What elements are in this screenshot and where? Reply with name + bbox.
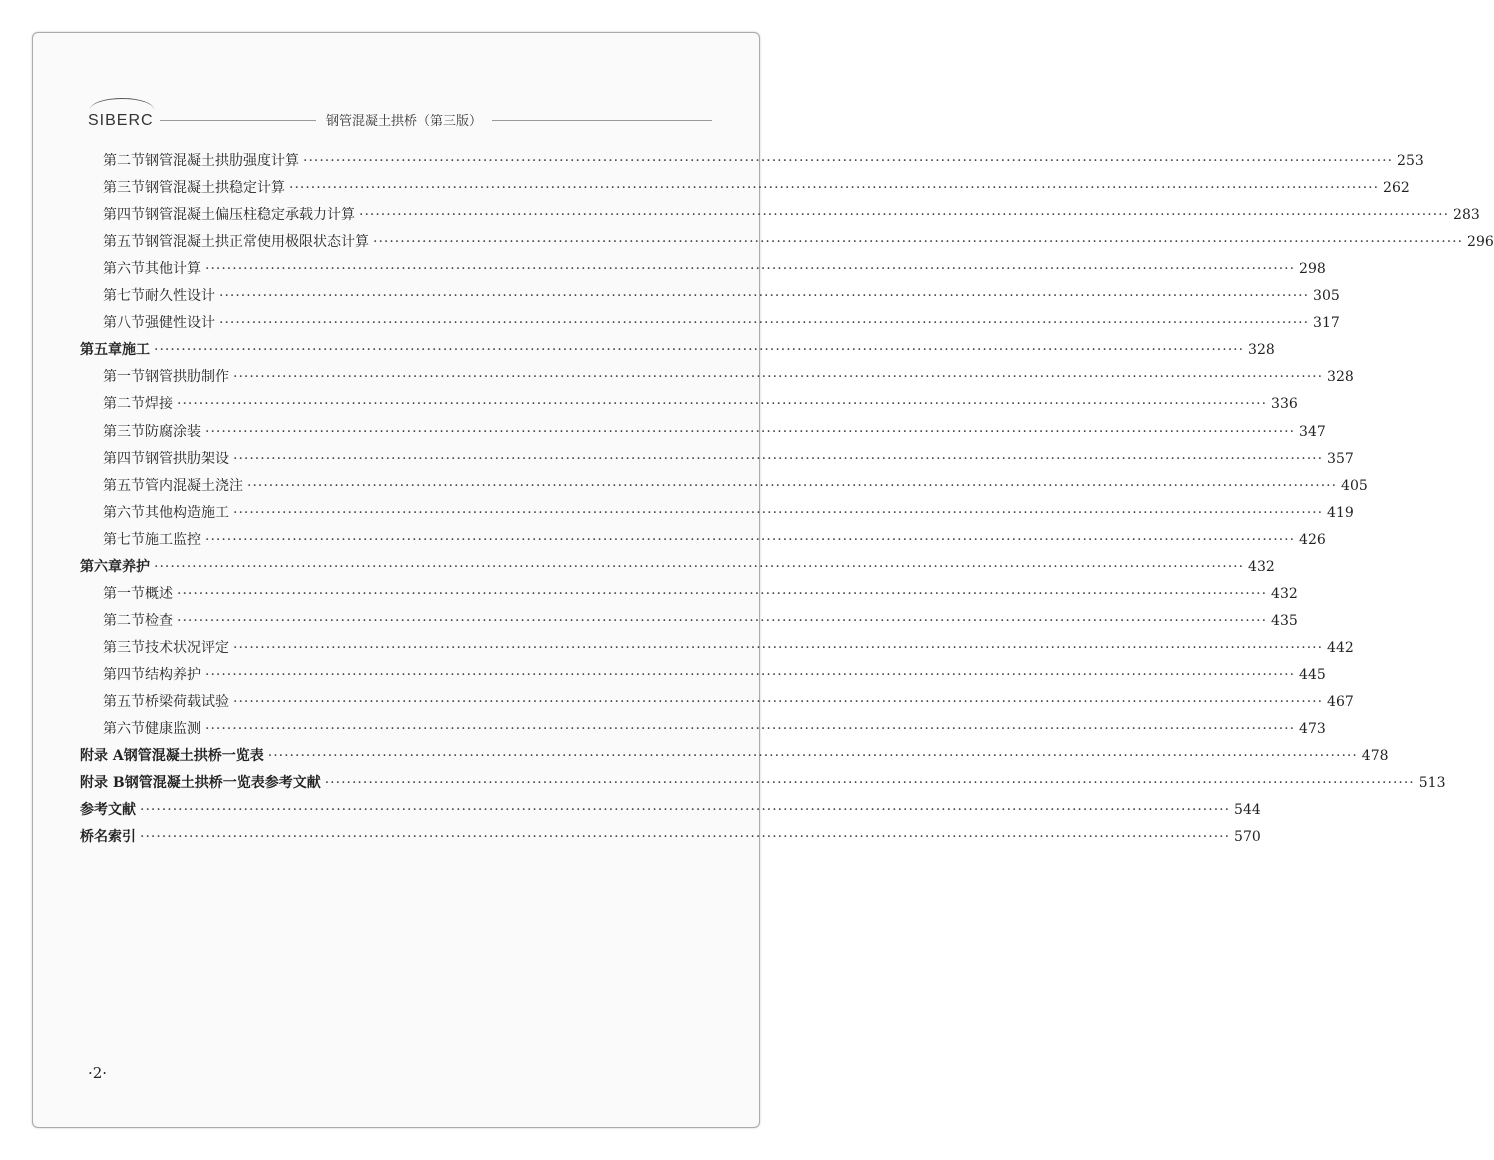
toc-section-entry bbox=[103, 502, 1354, 529]
dot-leader: ········································································································································································································ bbox=[205, 666, 1296, 683]
entry-page-number: 570 bbox=[1234, 829, 1261, 846]
dot-leader: ········································································································································································································ bbox=[233, 639, 1324, 656]
dot-leader: ········································································································································································································ bbox=[140, 829, 1231, 846]
entry-label: 附录 B bbox=[80, 775, 125, 792]
entry-page-number: 473 bbox=[1299, 721, 1326, 738]
dot-leader: ········································································································································································································ bbox=[177, 585, 1268, 602]
entry-title: 桥梁荷载试验 bbox=[145, 694, 229, 710]
toc-section-entry bbox=[103, 691, 1354, 718]
entry-page-number: 298 bbox=[1299, 261, 1326, 278]
entry-title: 钢管混凝土偏压柱稳定承载力计算 bbox=[145, 207, 355, 224]
entry-page-number: 445 bbox=[1299, 666, 1326, 683]
dot-leader: ········································································································································································································ bbox=[233, 369, 1324, 386]
entry-title: 管内混凝土浇注 bbox=[145, 477, 243, 494]
toc-chapter-entry bbox=[80, 826, 1261, 853]
entry-label: 第一节 bbox=[103, 369, 145, 386]
entry-label: 第七节 bbox=[103, 531, 145, 548]
dot-leader: ········································································································································································································ bbox=[247, 477, 1338, 494]
entry-title: 钢管混凝土拱桥一览表参考文献 bbox=[124, 775, 321, 792]
entry-page-number: 544 bbox=[1234, 802, 1261, 819]
toc-section-entry bbox=[103, 258, 1326, 285]
header-rule-left bbox=[160, 120, 316, 121]
dot-leader: ········································································································································································································ bbox=[177, 612, 1268, 629]
entry-page-number: 405 bbox=[1341, 477, 1368, 494]
entry-label: 第六章 bbox=[80, 558, 122, 575]
page-number: ·2· bbox=[88, 1064, 108, 1082]
entry-title: 其他构造施工 bbox=[145, 504, 229, 521]
toc-section-entry bbox=[103, 421, 1326, 448]
toc-section-entry bbox=[103, 475, 1368, 502]
entry-page-number: 262 bbox=[1383, 180, 1410, 197]
entry-title: 施工监控 bbox=[145, 531, 201, 548]
entry-page-number: 347 bbox=[1299, 423, 1326, 440]
toc-section-entry bbox=[103, 583, 1298, 610]
entry-page-number: 317 bbox=[1313, 315, 1340, 332]
toc-section-entry bbox=[103, 393, 1298, 420]
toc-section-entry bbox=[103, 312, 1340, 339]
dot-leader: ········································································································································································································ bbox=[205, 423, 1296, 440]
dot-leader: ········································································································································································································ bbox=[219, 315, 1310, 332]
entry-label: 第二节 bbox=[103, 612, 145, 629]
entry-page-number: 432 bbox=[1271, 585, 1298, 602]
running-header-title: 钢管混凝土拱桥（第三版） bbox=[326, 114, 483, 129]
dot-leader: ········································································································································································································ bbox=[233, 450, 1324, 467]
entry-title: 钢管混凝土拱正常使用极限状态计算 bbox=[145, 234, 369, 251]
toc-section-entry bbox=[103, 285, 1340, 312]
entry-title: 防腐涂装 bbox=[145, 423, 201, 440]
toc-section-entry bbox=[103, 610, 1298, 637]
entry-page-number: 435 bbox=[1271, 612, 1298, 629]
dot-leader: ········································································································································································································ bbox=[219, 288, 1310, 305]
entry-page-number: 328 bbox=[1248, 342, 1275, 359]
entry-label: 第六节 bbox=[103, 504, 145, 521]
entry-title: 耐久性设计 bbox=[145, 288, 215, 305]
toc-section-entry bbox=[103, 231, 1494, 258]
entry-title: 其他计算 bbox=[145, 261, 201, 278]
entry-page-number: 419 bbox=[1327, 504, 1354, 521]
toc-chapter-entry bbox=[80, 556, 1275, 583]
dot-leader: ········································································································································································································ bbox=[154, 558, 1245, 575]
entry-title: 技术状况评定 bbox=[145, 639, 229, 656]
toc-section-entry bbox=[103, 366, 1354, 393]
toc-section-entry bbox=[103, 529, 1326, 556]
dot-leader: ········································································································································································································ bbox=[177, 396, 1268, 413]
entry-title: 钢管拱肋架设 bbox=[145, 450, 229, 467]
dot-leader: ········································································································································································································ bbox=[140, 802, 1231, 819]
dot-leader: ········································································································································································································ bbox=[267, 748, 1358, 765]
dot-leader: ········································································································································································································ bbox=[359, 207, 1450, 224]
entry-label: 第二节 bbox=[103, 153, 145, 169]
toc-section-entry bbox=[103, 448, 1354, 475]
dot-leader: ········································································································································································································ bbox=[324, 775, 1415, 792]
dot-leader: ········································································································································································································ bbox=[205, 721, 1296, 738]
entry-label: 第三节 bbox=[103, 423, 145, 440]
toc-chapter-entry bbox=[80, 772, 1446, 799]
entry-page-number: 513 bbox=[1418, 775, 1446, 792]
header-rule-right bbox=[492, 120, 712, 121]
entry-page-number: 442 bbox=[1327, 639, 1354, 656]
entry-title: 钢管混凝土拱桥一览表 bbox=[123, 748, 264, 765]
entry-label: 第六节 bbox=[103, 721, 145, 738]
entry-label: 第八节 bbox=[103, 315, 145, 332]
entry-label: 第六节 bbox=[103, 261, 145, 278]
dot-leader: ········································································································································································································ bbox=[303, 153, 1394, 169]
entry-title: 钢管混凝土拱肋强度计算 bbox=[145, 153, 299, 169]
entry-title: 健康监测 bbox=[145, 721, 201, 738]
entry-label: 第四节 bbox=[103, 207, 145, 224]
entry-title: 参考文献 bbox=[80, 802, 136, 819]
entry-label: 第四节 bbox=[103, 450, 145, 467]
dot-leader: ········································································································································································································ bbox=[154, 342, 1245, 359]
toc-section-entry bbox=[103, 718, 1326, 745]
entry-page-number: 426 bbox=[1299, 531, 1326, 548]
entry-page-number: 336 bbox=[1271, 396, 1298, 413]
entry-label: 第一节 bbox=[103, 585, 145, 602]
entry-page-number: 478 bbox=[1361, 748, 1389, 765]
entry-label: 第七节 bbox=[103, 288, 145, 305]
entry-label: 第五节 bbox=[103, 694, 145, 710]
entry-page-number: 253 bbox=[1397, 153, 1424, 169]
entry-title: 桥名索引 bbox=[80, 829, 136, 846]
entry-title: 检查 bbox=[145, 612, 173, 629]
entry-title: 焊接 bbox=[145, 396, 173, 413]
toc-section-entry bbox=[103, 637, 1354, 664]
entry-label: 第三节 bbox=[103, 180, 145, 197]
entry-label: 附录 A bbox=[80, 748, 124, 765]
entry-label: 第五节 bbox=[103, 477, 145, 494]
toc-section-entry bbox=[103, 664, 1326, 691]
entry-title: 钢管混凝土拱稳定计算 bbox=[145, 180, 285, 197]
entry-page-number: 357 bbox=[1327, 450, 1354, 467]
dot-leader: ········································································································································································································ bbox=[233, 694, 1324, 710]
entry-page-number: 296 bbox=[1467, 234, 1494, 251]
entry-label: 第二节 bbox=[103, 396, 145, 413]
entry-title: 结构养护 bbox=[145, 666, 201, 683]
entry-label: 第四节 bbox=[103, 666, 145, 683]
entry-page-number: 283 bbox=[1453, 207, 1480, 224]
toc-chapter-entry bbox=[80, 339, 1275, 366]
dot-leader: ········································································································································································································ bbox=[205, 261, 1296, 278]
entry-page-number: 467 bbox=[1327, 694, 1354, 710]
entry-page-number: 328 bbox=[1327, 369, 1354, 386]
entry-title: 钢管拱肋制作 bbox=[145, 369, 229, 386]
dot-leader: ········································································································································································································ bbox=[233, 504, 1324, 521]
entry-label: 第三节 bbox=[103, 639, 145, 656]
entry-title: 强健性设计 bbox=[145, 315, 215, 332]
toc-section-entry bbox=[103, 204, 1480, 231]
entry-label: 第五章 bbox=[80, 342, 122, 359]
publisher-logo: SIBERC bbox=[88, 112, 154, 129]
entry-page-number: 305 bbox=[1313, 288, 1340, 305]
entry-page-number: 432 bbox=[1248, 558, 1275, 575]
toc-chapter-entry bbox=[80, 799, 1261, 826]
entry-title: 养护 bbox=[122, 558, 150, 575]
dot-leader: ········································································································································································································ bbox=[289, 180, 1380, 197]
toc-section-entry bbox=[103, 150, 1424, 177]
toc-section-entry bbox=[103, 177, 1410, 204]
entry-title: 概述 bbox=[145, 585, 173, 602]
entry-title: 施工 bbox=[122, 342, 150, 359]
dot-leader: ········································································································································································································ bbox=[205, 531, 1296, 548]
dot-leader: ········································································································································································································ bbox=[373, 234, 1464, 251]
entry-label: 第五节 bbox=[103, 234, 145, 251]
toc-chapter-entry bbox=[80, 745, 1389, 772]
